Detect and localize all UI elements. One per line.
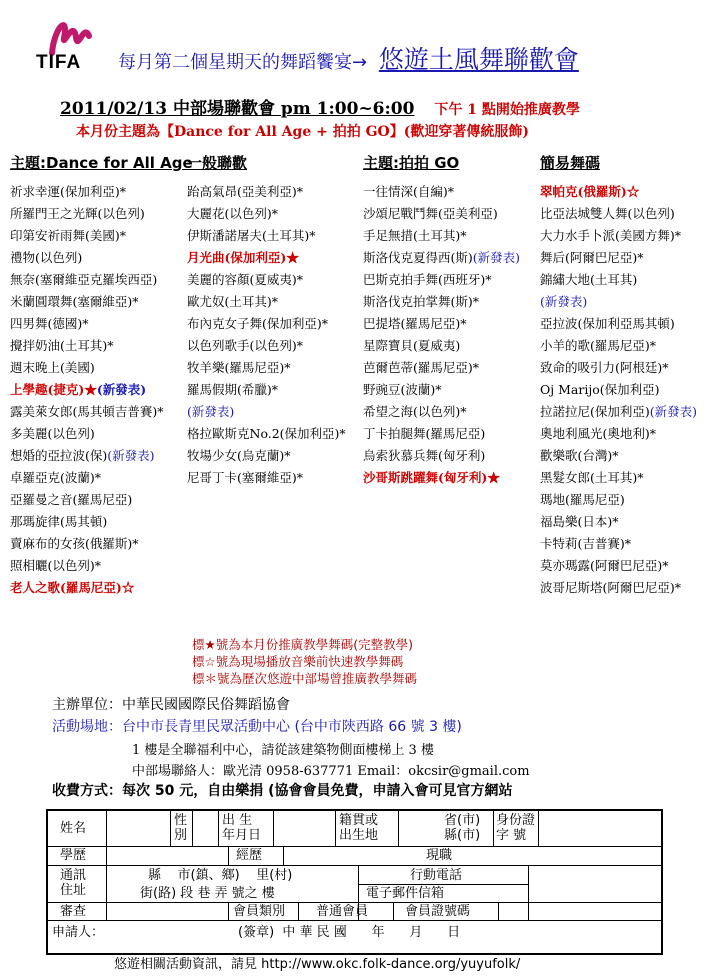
dance-item <box>10 269 164 291</box>
dance-name: 錦繡大地(土耳其) <box>540 272 638 287</box>
dance-item <box>187 291 346 313</box>
dance-name: 希望之海(以色列)* <box>363 404 467 419</box>
dance-item <box>187 269 346 291</box>
dance-name: 沙頌尼戰鬥舞(亞美利亞) <box>363 206 498 221</box>
dance-name: 沙哥斯跳躍舞(匈牙利)★ <box>363 470 500 485</box>
column-title-general: 一般聯歡 <box>187 154 248 172</box>
dance-name: 莫亦瑪露(阿爾巴尼亞)* <box>540 558 669 573</box>
dance-item <box>540 533 697 555</box>
header-title: 悠遊土風舞聯歡會 <box>378 45 579 74</box>
dance-item <box>10 445 164 467</box>
dance-item <box>187 445 346 467</box>
dance-item <box>10 357 164 379</box>
dance-item <box>363 335 520 357</box>
column-title-dance-for-all-age: 主題:Dance for All Age <box>10 154 193 172</box>
dance-name: 露美萊女郎(馬其頓吉普賽)* <box>10 404 164 419</box>
dance-name: 米蘭圓環舞(塞爾維亞)* <box>10 294 139 309</box>
dance-item <box>10 379 164 401</box>
form-label-education: 學歷 <box>60 848 87 863</box>
dance-name: 福島樂(日本)* <box>540 514 619 529</box>
dance-item <box>540 203 697 225</box>
dance-name: 所羅門王之光輝(以色列) <box>10 206 145 221</box>
dance-name: 月光曲(保加利亞)★ <box>187 250 299 265</box>
dance-item <box>540 269 697 291</box>
dance-list-column-4 <box>540 181 697 599</box>
venue: 活動場地：台中市長青里民眾活動中心 (台中市陝西路 66 號 3 樓) <box>52 719 462 735</box>
form-label-province: 省(市) 縣(市) <box>444 813 481 843</box>
dance-name: 斯洛伐克拍掌舞(斯)* <box>363 294 480 309</box>
membership-form <box>46 809 663 955</box>
dance-name: 致命的吸引力(阿根廷)* <box>540 360 669 375</box>
dance-item <box>540 577 697 599</box>
dance-name: 禮物(以色列) <box>10 250 83 265</box>
dance-item <box>540 225 697 247</box>
dance-item <box>363 423 520 445</box>
legend-note: 標☆號為現場播放音樂前快速教學舞碼 <box>192 654 404 669</box>
dance-name: 週末晚上(美國) <box>10 360 95 375</box>
dance-item <box>363 445 520 467</box>
form-label-birth: 出 生 年月日 <box>222 813 262 843</box>
dance-name: 想婚的亞拉波(保) <box>10 448 108 463</box>
dance-name: 比亞法城雙人舞(以色列) <box>540 206 675 221</box>
dance-item <box>540 555 697 577</box>
form-label-id: 身份證 字 號 <box>496 813 536 843</box>
dance-name: 尼哥丁卡(塞爾維亞)* <box>187 470 304 485</box>
dance-item <box>187 467 346 489</box>
dance-name: 斯洛伐克夏得西(斯) <box>363 250 473 265</box>
fee-info: 收費方式：每次 50 元，自由樂捐 (協會會員免費，申請入會可見官方網站 <box>52 783 513 799</box>
dance-item <box>10 313 164 335</box>
dance-item <box>187 357 346 379</box>
form-label-review: 審查 <box>60 904 87 919</box>
dance-item <box>363 401 520 423</box>
dance-item <box>187 181 346 203</box>
dance-item <box>10 181 164 203</box>
dance-item <box>10 489 164 511</box>
dance-item <box>10 423 164 445</box>
dance-item <box>187 379 346 401</box>
dance-item <box>540 467 697 489</box>
dance-item <box>540 313 697 335</box>
dance-item <box>540 401 697 423</box>
form-signature-date: (簽章) 中 華 民 國 年 月 日 <box>238 925 461 940</box>
header-prefix: 每月第二個星期天的舞蹈饗宴→ <box>118 52 368 73</box>
dance-item <box>540 489 697 511</box>
form-label-experience: 經歷 <box>236 848 263 863</box>
dance-name: 攪拌奶油(土耳其)* <box>10 338 114 353</box>
dance-item <box>540 247 697 269</box>
dance-item <box>363 357 520 379</box>
form-label-member-id: 會員證號碼 <box>405 904 471 919</box>
dance-item <box>10 225 164 247</box>
dance-list-column-2 <box>187 181 346 489</box>
dance-name: 印第安祈雨舞(美國)* <box>10 228 127 243</box>
dance-item <box>187 335 346 357</box>
dance-name: 舞后(阿爾巴尼亞)* <box>540 250 644 265</box>
dance-item <box>363 203 520 225</box>
form-label-gender: 性 別 <box>174 813 188 843</box>
dance-name: 歐尤奴(土耳其)* <box>187 294 279 309</box>
logo-text: TIFA <box>36 52 82 73</box>
dance-name: 美麗的容顏(夏威夷)* <box>187 272 304 287</box>
dance-item <box>540 335 697 357</box>
new-release-badge: (新發表) <box>649 404 698 419</box>
dance-item <box>10 247 164 269</box>
dance-name: 大麗花(以色列)* <box>187 206 279 221</box>
dance-item <box>540 181 697 203</box>
dance-item <box>10 401 164 423</box>
organizer: 主辦單位：中華民國國際民俗舞蹈協會 <box>52 697 290 713</box>
dance-name: 格拉歐斯克No.2(保加利亞)* <box>187 426 346 441</box>
dance-name: 亞羅曼之音(羅馬尼亞) <box>10 492 133 507</box>
dance-item <box>10 577 164 599</box>
dance-item <box>363 313 520 335</box>
dance-name: 烏索狄慕兵舞(匈牙利) <box>363 448 486 463</box>
form-label-job: 現職 <box>426 848 453 863</box>
new-release-badge: (新發表) <box>472 250 521 265</box>
form-label-origin: 籍貫或 出生地 <box>339 813 379 843</box>
dance-name: 小羊的歌(羅馬尼亞)* <box>540 338 657 353</box>
column-title-clap-go: 主題:拍拍 GO <box>363 154 460 172</box>
new-release-badge: (新發表) <box>96 382 147 397</box>
dance-item <box>363 379 520 401</box>
dance-item <box>187 423 346 445</box>
dance-name: 卡特莉(吉普賽)* <box>540 536 632 551</box>
dance-item <box>187 313 346 335</box>
dance-name: 四男舞(德國)* <box>10 316 89 331</box>
form-address-line1: 縣 市(鎮、鄉) 里(村) <box>148 868 293 883</box>
event-teaching: 下午 1 點開始推廣教學 <box>434 102 580 118</box>
theme-line: 本月份主題為【Dance for All Age + 拍拍 GO】(歡迎穿著傳統服飾) <box>76 124 529 140</box>
event-date: 2011/02/13 中部場聯歡會 pm 1:00~6:00 <box>60 99 415 119</box>
dance-item <box>540 291 697 313</box>
form-label-name: 姓名 <box>60 821 87 836</box>
dance-name: (新發表) <box>187 404 235 419</box>
form-label-email: 電子郵件信箱 <box>366 886 445 901</box>
header-line <box>118 40 579 76</box>
dance-name: 大力水手卜派(美國方舞)* <box>540 228 682 243</box>
dance-name: (新發表) <box>540 294 588 309</box>
dance-item <box>10 291 164 313</box>
dance-name: 巴斯克拍手舞(西班牙)* <box>363 272 492 287</box>
dance-item <box>363 269 520 291</box>
dance-item <box>540 357 697 379</box>
dance-name: 巴提塔(羅馬尼亞)* <box>363 316 467 331</box>
dance-name: 以色列歌手(以色列)* <box>187 338 304 353</box>
dance-name: 祈求幸運(保加利亞)* <box>10 184 127 199</box>
footer-info: 悠遊相關活動資訊，請見 http://www.okc.folk-dance.org/yuyufolk/ <box>114 957 521 972</box>
dance-name: 跆高氣昂(亞美利亞)* <box>187 184 304 199</box>
dance-name: 老人之歌(羅馬尼亞)☆ <box>10 580 135 595</box>
dance-item <box>10 335 164 357</box>
form-label-mobile: 行動電話 <box>410 868 463 883</box>
dance-item <box>540 445 697 467</box>
dance-list-column-1 <box>10 181 164 599</box>
dance-item <box>540 379 697 401</box>
dance-name: 多美麗(以色列) <box>10 426 95 441</box>
dance-item <box>363 291 520 313</box>
dance-item <box>363 225 520 247</box>
form-address-line2: 街(路) 段 巷 弄 號之 樓 <box>140 886 275 901</box>
dance-name: 手足無措(土耳其)* <box>363 228 467 243</box>
dance-name: 瑪地(羅馬尼亞) <box>540 492 625 507</box>
legend-notes <box>192 636 417 687</box>
dance-name: 奧地利風光(奧地利)* <box>540 426 657 441</box>
dance-item <box>363 247 520 269</box>
dance-item <box>187 225 346 247</box>
dance-name: 拉諾拉尼(保加利亞) <box>540 404 650 419</box>
dance-name: 波哥尼斯塔(阿爾巴尼亞)* <box>540 580 682 595</box>
dance-list-column-3 <box>363 181 520 489</box>
dance-item <box>363 181 520 203</box>
dance-name: 丁卡拍腿舞(羅馬尼亞) <box>363 426 486 441</box>
form-label-applicant: 申請人： <box>52 925 105 940</box>
legend-note: 標★號為本月份推廣教學舞碼(完整教學) <box>192 637 413 652</box>
dance-name: 歡樂歌(台灣)* <box>540 448 619 463</box>
column-title-easy-dances: 簡易舞碼 <box>540 154 601 172</box>
dance-name: 那瑪旋律(馬其頓) <box>10 514 108 529</box>
dance-item <box>540 423 697 445</box>
dance-name: 星際寶貝(夏威夷) <box>363 338 461 353</box>
form-label-member-type: 會員類別 <box>233 904 286 919</box>
dance-name: 賣麻布的女孩(俄羅斯)* <box>10 536 139 551</box>
contact-info: 中部場聯絡人：歐光清 0958-637771 Email：okcsir@gmail.com <box>132 764 530 779</box>
dance-name: 照相曬(以色列)* <box>10 558 102 573</box>
dance-name: 牧場少女(烏克蘭)* <box>187 448 291 463</box>
dance-name: 一往情深(自編)* <box>363 184 455 199</box>
form-label-address: 通訊 住址 <box>60 868 87 898</box>
dance-item <box>540 511 697 533</box>
dance-item <box>10 555 164 577</box>
dance-name: Oj Marijo(保加利亞) <box>540 382 660 397</box>
dance-name: 亞拉波(保加利亞馬其頓) <box>540 316 675 331</box>
dance-item <box>10 203 164 225</box>
legend-note: 標＊號為歷次悠遊中部場曾推廣教學舞碼 <box>192 671 418 686</box>
dance-name: 卓羅亞克(波蘭)* <box>10 470 102 485</box>
dance-name: 黑髮女郎(土耳其)* <box>540 470 644 485</box>
dance-name: 上學趣(捷克)★ <box>10 382 97 397</box>
venue-note: 1 樓是全聯福利中心，請從該建築物側面樓梯上 3 樓 <box>132 743 434 758</box>
dance-name: 芭爾芭蒂(羅馬尼亞)* <box>363 360 480 375</box>
dance-name: 野豌豆(波蘭)* <box>363 382 442 397</box>
form-label-normal-member: 普通會員 <box>316 904 369 919</box>
dance-name: 羅馬假期(希臘)* <box>187 382 279 397</box>
dance-item <box>10 511 164 533</box>
dance-item <box>187 247 346 269</box>
new-release-badge: (新發表) <box>107 448 155 463</box>
dance-name: 無奈(塞爾維亞克羅埃西亞) <box>10 272 158 287</box>
dance-name: 牧羊樂(羅馬尼亞)* <box>187 360 291 375</box>
dance-name: 伊斯潘諾屠夫(土耳其)* <box>187 228 316 243</box>
dance-item <box>363 467 520 489</box>
dance-name: 翠帕克(俄羅斯)☆ <box>540 184 640 199</box>
dance-name: 布內克女子舞(保加利亞)* <box>187 316 329 331</box>
dance-item <box>187 203 346 225</box>
dance-item <box>10 533 164 555</box>
dance-item <box>187 401 346 423</box>
dance-item <box>10 467 164 489</box>
event-line <box>60 94 580 119</box>
